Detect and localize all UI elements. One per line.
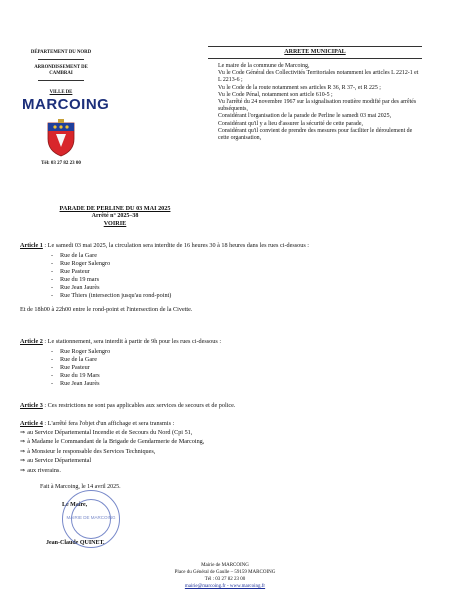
article-4 — [20, 420, 430, 475]
considerant-line: Considérant l'organisation de la parade de Perline le samedi 03 mai 2025, — [218, 113, 392, 120]
footer-line: Mairie de MARCOING — [201, 563, 249, 568]
parade-heading — [20, 205, 210, 227]
article-label: Article 1 — [20, 242, 43, 249]
mayor-role: Le Maire, — [62, 502, 88, 508]
considerant-line: Vu l'arrêté du 24 novembre 1967 sur la signalisation routière modifié par des arrêtés subséquents, — [218, 99, 417, 113]
list-item: - Rue Jean Jaurès — [60, 284, 430, 292]
arrow-icon: ⇒ — [20, 429, 26, 436]
article-2 — [20, 338, 430, 388]
list-item: - Rue du 19 mars — [60, 276, 430, 284]
article-3 — [20, 402, 430, 410]
article-text: : L'arrêté fera l'objet d'un affichage et sera transmis : — [42, 420, 175, 427]
arrow-icon: ⇒ — [20, 457, 26, 465]
article-label: Article 4 — [20, 420, 43, 427]
arrondissement-label: ARRONDISSEMENT DE CAMBRAI — [34, 65, 88, 76]
place-date: Fait à Marcoing, le 14 avril 2025. — [40, 484, 121, 490]
official-stamp — [62, 490, 120, 548]
recipient-list — [20, 428, 430, 475]
considerant-line: Considérant qu'il y a lieu d'assurer la sécurité de cette parade, — [218, 120, 363, 127]
arrete-header — [208, 46, 422, 59]
article-label: Article 2 — [20, 338, 43, 345]
city-crest-icon — [46, 119, 76, 157]
list-item: - Rue Roger Salengro — [60, 348, 430, 356]
footer-line: Tél : 03 27 82 23 00 — [204, 577, 246, 582]
municipal-letterhead — [22, 50, 110, 166]
considerant-line: Le maire de la commune de Marcoing, — [218, 63, 310, 69]
article-1 — [20, 242, 430, 314]
divider — [208, 58, 422, 59]
considerants — [218, 63, 423, 142]
list-item: ⇒ aux riverains. — [20, 466, 61, 474]
list-item: - Rue de la Gare — [60, 252, 430, 260]
arrete-number: Arrêté n° 2025–38 — [91, 213, 139, 219]
article-extra: Et de 18h00 à 22h00 entre le rond-point et l'intersection de la Civette. — [20, 306, 193, 313]
article-label: Article 3 — [20, 402, 43, 409]
telephone: Tél: 03 27 82 23 00 — [41, 161, 81, 166]
article-text: : Le stationnement, sera interdit à partir de 9h pour les rues ci-dessous : — [42, 338, 222, 345]
list-item: - Rue de la Gare — [60, 356, 430, 364]
list-item: - Rue Thiers (intersection jusqu'au rond-point) — [60, 292, 430, 300]
arrow-icon: ⇒ — [20, 438, 26, 446]
town-name: MARCOING — [22, 96, 110, 113]
list-item: - Rue Pasteur — [60, 268, 430, 276]
arrow-icon: ⇒ — [20, 466, 26, 474]
list-item: ⇒ à Madame le Commandant de la Brigade de Gendarmerie de Marcoing, — [20, 438, 205, 446]
page-footer — [120, 562, 330, 590]
considerant-line: Considérant qu'il convient de prendre des mesures pour faciliter le déroulement de cette organisation, — [218, 127, 413, 142]
street-list — [20, 348, 430, 388]
article-text: : Le samedi 03 mai 2025, la circulation sera interdite de 16 heures 30 à 18 heures dans les rues ci-dessous : — [42, 242, 310, 249]
considerant-line: Vu le Code Pénal, notamment son article 610-5 ; — [218, 91, 333, 98]
article-text: : Ces restrictions ne sont pas applicables aux services de secours et de police. — [42, 402, 236, 409]
section-label: VOIRIE — [103, 220, 127, 227]
footer-line: Place du Général de Gaulle – 59159 MARCOING — [174, 570, 276, 575]
list-item: ⇒ à Monsieur le responsable des Services Techniques, — [20, 447, 156, 455]
list-item: ⇒ au Service Départemental — [20, 457, 92, 465]
arrete-title: ARRETE MUNICIPAL — [284, 49, 346, 55]
considerant-line: Vu le Code de la route notamment ses articles R 36, R 37-, et R 225 ; — [218, 84, 381, 91]
considerant-line: Vu le Code Général des Collectivités Territoriales notamment les articles L 2212-1 et L 2213-6 ; — [218, 70, 419, 84]
departement-label: DÉPARTEMENT DU NORD — [30, 50, 92, 55]
list-item: - Rue Jean Jaurès — [60, 380, 430, 388]
list-item: - Rue Pasteur — [60, 364, 430, 372]
divider — [38, 59, 84, 60]
ville-label: VILLE DE — [49, 90, 73, 95]
list-item: - Rue du 19 Mars — [60, 372, 430, 380]
list-item: - Rue Roger Salengro — [60, 260, 430, 268]
parade-title: PARADE DE PERLINE DU 03 MAI 2025 — [59, 205, 171, 212]
stamp-text: MAIRIE DE MARCOING — [66, 515, 116, 520]
mayor-name: Jean-Claude QUINET. — [46, 540, 105, 546]
footer-link[interactable]: mairie@marcoing.fr - www.marcoing.fr — [184, 584, 266, 589]
street-list — [20, 252, 430, 300]
list-item: ⇒ au Service Départemental Incendie et de Secours du Nord (Cpi 51, — [20, 429, 193, 436]
divider — [38, 80, 84, 81]
arrow-icon: ⇒ — [20, 447, 26, 455]
